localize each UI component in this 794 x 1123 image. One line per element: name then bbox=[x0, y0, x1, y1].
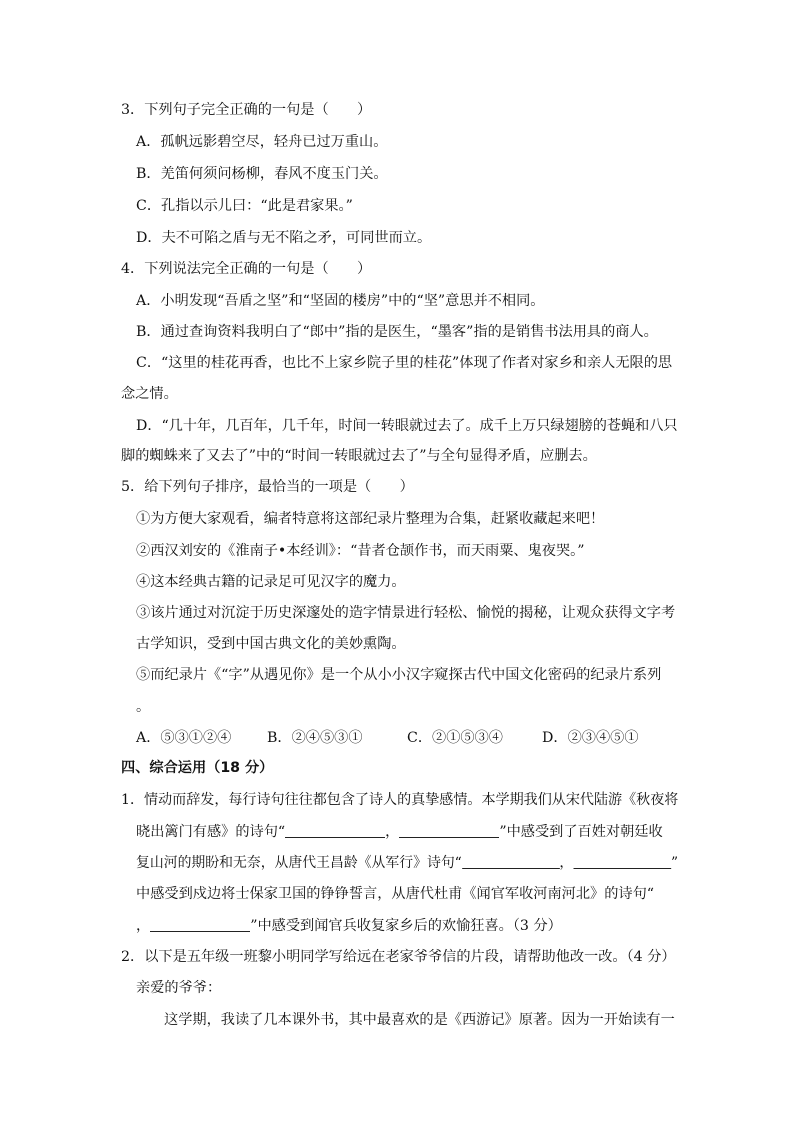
q5-sentence-1: ①为方便大家观看，编者特意将这部纪录片整理为合集，赶紧收藏起来吧！ bbox=[136, 511, 605, 527]
q4-option-d-line2: 脚的蜘蛛来了又去了”中的“时间一转眼就过去了”与全句显得矛盾，应删去。 bbox=[121, 448, 597, 464]
p1-line4: 中感受到戍边将士保家卫国的铮铮誓言，从唐代杜甫《闻官军收河南河北》的诗句“ bbox=[136, 886, 655, 902]
q4-option-d-line1: D．“几十年，几百年，几千年，时间一转眼就过去了。成千上万只绿翅膀的苍蝇和八只 bbox=[136, 418, 678, 434]
q4-option-b: B．通过查询资料我明白了“郎中”指的是医生，“墨客”指的是销售书法用具的商人。 bbox=[136, 324, 658, 340]
p1-blank-1[interactable] bbox=[285, 823, 385, 838]
q5-sentence-3-line1: ③该片通过对沉淀于历史深邃处的造字情景进行轻松、愉悦的揭秘，让观众获得文字考 bbox=[136, 605, 676, 621]
p1-line5-text-b: ”中感受到闻官兵收复家乡后的欢愉狂喜。（3 分） bbox=[250, 918, 562, 934]
q4-option-c-line1: C．“这里的桂花再香，也比不上家乡院子里的桂花”体现了作者对家乡和亲人无限的思 bbox=[136, 355, 673, 371]
p1-line2-text-b: ， bbox=[385, 824, 400, 840]
p1-blank-4[interactable] bbox=[573, 854, 671, 869]
p1-line3-text-b: ， bbox=[559, 855, 574, 871]
q5-option-a: A．⑤③①②④ bbox=[136, 730, 232, 746]
q5-sentence-2: ②西汉刘安的《淮南子•本经训》：“昔者仓颉作书，而天雨粟、鬼夜哭。” bbox=[136, 543, 585, 559]
q4-stem: 4．下列说法完全正确的一句是（ ） bbox=[121, 261, 372, 277]
q5-sentence-5-line2: 。 bbox=[136, 699, 151, 715]
p1-line3 bbox=[136, 853, 678, 873]
q5-stem: 5．给下列句子排序，最恰当的一项是（ ） bbox=[121, 479, 414, 495]
p1-line1: 1．情动而辞发，每行诗句往往都包含了诗人的真挚感情。本学期我们从宋代陆游《秋夜将 bbox=[121, 792, 679, 808]
q4-option-a: A．小明发现“吾盾之坚”和“坚固的楼房”中的“坚”意思并不相同。 bbox=[136, 293, 545, 309]
p1-line3-text-a: 复山河的期盼和无奈，从唐代王昌龄《从军行》诗句“ bbox=[136, 855, 462, 871]
p1-blank-5[interactable] bbox=[150, 917, 250, 932]
q5-option-b: B．②④⑤③① bbox=[267, 730, 363, 746]
q3-stem: 3．下列句子完全正确的一句是（ ） bbox=[121, 102, 372, 118]
p1-line2-text-a: 晓出篱门有感》的诗句“ bbox=[136, 824, 286, 840]
section-4-heading: 四、综合运用（18 分） bbox=[121, 760, 274, 776]
p1-blank-2[interactable] bbox=[399, 823, 499, 838]
p1-line5 bbox=[136, 916, 562, 936]
p1-line5-text-a: ， bbox=[136, 918, 151, 934]
q3-option-a: A．孤帆远影碧空尽，轻舟已过万重山。 bbox=[136, 134, 388, 150]
q3-option-d: D．夫不可陷之盾与无不陷之矛，可同世而立。 bbox=[136, 230, 432, 246]
p1-line3-text-c: ” bbox=[670, 855, 679, 871]
q5-options bbox=[136, 728, 639, 748]
q3-option-b: B．羌笛何须问杨柳，春风不度玉门关。 bbox=[136, 166, 388, 182]
q5-sentence-4: ④这本经典古籍的记录足可见汉字的魔力。 bbox=[136, 574, 406, 590]
p2-body-line1: 这学期，我读了几本课外书，其中最喜欢的是《西游记》原著。因为一开始读有一 bbox=[164, 1012, 675, 1028]
p1-line2 bbox=[136, 822, 663, 842]
q5-option-d: D．②③④⑤① bbox=[542, 730, 639, 746]
p2-line1: 2．以下是五年级一班黎小明同学写给远在老家爷爷信的片段，请帮助他改一改。（4 分） bbox=[121, 949, 676, 965]
q4-option-c-line2: 念之情。 bbox=[121, 386, 178, 402]
q3-option-c: C．孔指以示儿曰：“此是君家果。” bbox=[136, 198, 353, 214]
p1-blank-3[interactable] bbox=[462, 854, 560, 869]
q5-sentence-3-line2: 古学知识，受到中国古典文化的美妙熏陶。 bbox=[136, 636, 406, 652]
p1-line2-text-c: ”中感受到了百姓对朝廷收 bbox=[499, 824, 663, 840]
q5-option-c: C．②①⑤③④ bbox=[407, 730, 503, 746]
p2-greeting: 亲爱的爷爷： bbox=[136, 980, 222, 996]
q5-sentence-5-line1: ⑤而纪录片《“字”从遇见你》是一个从小小汉字窥探古代中国文化密码的纪录片系列 bbox=[136, 667, 662, 683]
